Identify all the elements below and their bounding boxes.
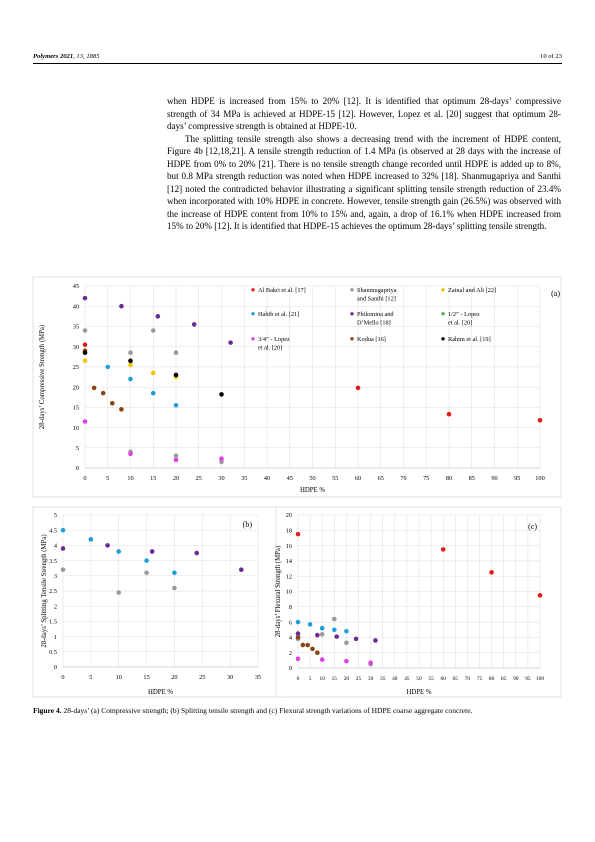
legend-marker [350, 288, 353, 291]
x-tick-label: 95 [525, 676, 531, 682]
paragraph-1: when HDPE is increased from 15% to 20% [12]. It is identified that optimum 28-days’ compressive strength of 34 MPa is achieved at HDPE-15 [12]. However, Lopez et al. [20] suggest that optimum 28-days’ compressive strength is obtained at HDPE-10. [167, 96, 561, 132]
data-point [310, 647, 315, 652]
page-number: 10 of 23 [540, 53, 562, 60]
data-point [150, 549, 155, 554]
data-point [83, 359, 88, 364]
data-point [172, 586, 177, 591]
legend-entry: Shanmugapriya and Santhi [12] [357, 287, 397, 303]
legend-marker [441, 337, 444, 340]
x-tick-label: 55 [428, 676, 434, 682]
y-tick-label: 4 [288, 634, 292, 642]
x-tick-label: 70 [400, 475, 407, 482]
x-tick-label: 10 [115, 674, 122, 681]
data-point [538, 593, 543, 598]
data-point [447, 412, 452, 417]
legend-marker [350, 337, 353, 340]
x-axis-label: HDPE % [406, 689, 432, 696]
legend-entry: Philomina and D’Mello [18] [357, 311, 394, 327]
x-tick-label: 35 [380, 676, 386, 682]
data-point [128, 452, 133, 457]
data-point [83, 342, 88, 347]
data-point [296, 657, 301, 662]
x-tick-label: 50 [416, 676, 422, 682]
y-tick-label: 2 [53, 603, 57, 611]
data-point [83, 296, 88, 301]
y-tick-label: 4.5 [49, 527, 57, 535]
x-tick-label: 50 [309, 475, 316, 482]
x-tick-label: 80 [488, 676, 495, 682]
x-tick-label: 15 [150, 475, 157, 482]
legend-entry: Al Bakri et al. [17] [258, 287, 306, 294]
data-point [373, 638, 378, 643]
data-point [305, 643, 310, 648]
x-tick-label: 30 [218, 475, 225, 482]
y-tick-label: 10 [285, 588, 292, 596]
data-point [128, 359, 133, 364]
data-point [174, 350, 179, 355]
data-point [368, 660, 373, 665]
x-tick-label: 25 [355, 676, 362, 682]
data-point [116, 590, 121, 595]
y-tick-label: 40 [72, 303, 79, 311]
y-tick-label: 0 [288, 665, 292, 673]
x-tick-label: 100 [535, 475, 545, 482]
data-point [354, 637, 359, 642]
x-tick-label: 30 [367, 676, 374, 682]
data-point [332, 617, 337, 622]
chart-panel-a [33, 277, 561, 497]
data-point [308, 622, 313, 627]
y-tick-label: 16 [285, 542, 292, 550]
y-tick-label: 35 [72, 323, 79, 331]
x-tick-label: 55 [332, 475, 339, 482]
data-point [344, 629, 349, 634]
panel-label: (b) [242, 520, 252, 529]
panel-label: (c) [528, 522, 537, 531]
chart-panel-c [275, 507, 561, 697]
data-point [61, 567, 66, 572]
data-point [172, 570, 177, 575]
figure-label: Figure 4. [33, 706, 62, 715]
x-tick-label: 90 [513, 676, 519, 682]
y-tick-label: 14 [285, 558, 292, 566]
data-point [441, 547, 446, 552]
y-tick-label: 20 [72, 384, 79, 392]
x-tick-label: 60 [440, 676, 446, 682]
y-tick-label: 10 [72, 424, 79, 432]
data-point [344, 659, 349, 664]
x-tick-label: 20 [343, 676, 350, 682]
y-tick-label: 5 [53, 512, 57, 520]
y-tick-label: 12 [285, 573, 292, 581]
data-point [89, 537, 94, 542]
data-point [239, 567, 244, 572]
x-tick-label: 45 [286, 475, 293, 482]
data-point [219, 456, 224, 461]
data-point [144, 570, 149, 575]
legend-entry: 3/4” - Lopez et al. [20] [258, 336, 290, 352]
chart-frame [276, 507, 561, 697]
data-point [174, 454, 179, 459]
x-tick-label: 5 [106, 475, 110, 482]
data-point [194, 551, 199, 556]
chart-frame [33, 507, 291, 697]
y-tick-label: 30 [72, 343, 79, 351]
y-axis-label: 28-days’ Splitting Tensile Strength (MPa) [41, 534, 48, 648]
data-point [219, 392, 224, 397]
x-tick-label: 40 [392, 676, 398, 682]
data-point [101, 391, 106, 396]
x-tick-label: 0 [296, 676, 300, 682]
x-tick-label: 20 [171, 674, 178, 681]
x-tick-label: 65 [452, 676, 458, 682]
data-point [296, 532, 301, 537]
y-tick-label: 8 [288, 604, 292, 611]
legend-entry: Zainal and Ali [22] [448, 287, 497, 294]
data-point [320, 632, 325, 637]
data-point [332, 627, 337, 632]
chart-panel-b [33, 507, 291, 697]
y-tick-label: 6 [288, 619, 292, 627]
y-tick-label: 1.5 [49, 618, 57, 626]
data-point [151, 391, 156, 396]
y-tick-label: 2 [288, 649, 292, 657]
x-tick-label: 60 [354, 475, 362, 482]
x-tick-label: 0 [83, 475, 87, 482]
data-point [128, 377, 133, 382]
x-tick-label: 5 [89, 674, 93, 681]
x-tick-label: 20 [172, 475, 180, 482]
x-tick-label: 0 [61, 674, 65, 681]
y-tick-label: 3 [53, 573, 57, 580]
x-tick-label: 70 [464, 676, 471, 682]
data-point [192, 322, 197, 327]
x-tick-label: 85 [468, 475, 475, 482]
legend-entry: Habib et al. [21] [258, 311, 300, 318]
data-point [119, 407, 124, 412]
data-point [489, 570, 494, 575]
figure-caption-text: 28-days’ (a) Compressive strength; (b) Splitting tensile strength and (c) Flexural strength variations of HDPE coarse aggregate concrete. [61, 706, 473, 715]
x-tick-label: 35 [241, 475, 248, 482]
legend-entry: 1/2” - Lopez et al. [20] [448, 311, 480, 327]
data-point [334, 634, 339, 639]
data-point [83, 419, 88, 424]
data-point [92, 386, 97, 391]
x-tick-label: 25 [199, 674, 206, 681]
data-point [538, 418, 543, 423]
y-tick-label: 15 [72, 404, 79, 412]
data-point [128, 363, 133, 368]
y-tick-label: 1 [53, 633, 57, 641]
data-point [228, 340, 233, 345]
data-point [83, 350, 88, 355]
data-point [61, 546, 66, 551]
journal-name: Polymers [33, 53, 59, 60]
data-point [151, 328, 156, 333]
data-point [174, 458, 179, 463]
data-point [296, 620, 301, 625]
legend-marker [441, 288, 444, 291]
x-axis-label: HDPE % [299, 487, 326, 494]
legend-marker [251, 337, 254, 340]
data-point [119, 304, 124, 309]
y-tick-label: 0 [53, 664, 57, 672]
panel-label: (a) [551, 289, 560, 298]
y-tick-label: 18 [285, 527, 292, 535]
x-tick-label: 45 [404, 676, 410, 682]
data-point [301, 643, 306, 648]
x-tick-label: 85 [501, 676, 507, 682]
y-tick-label: 2.5 [49, 588, 57, 596]
x-tick-label: 5 [308, 676, 312, 682]
data-point [344, 640, 349, 645]
data-point [296, 635, 301, 640]
data-point [315, 650, 320, 655]
data-point [110, 401, 115, 406]
y-tick-label: 3.5 [49, 557, 57, 565]
x-tick-label: 90 [491, 475, 498, 482]
data-point [144, 558, 149, 563]
data-point [128, 350, 133, 355]
y-tick-label: 4 [53, 542, 57, 550]
data-point [174, 373, 179, 378]
y-tick-label: 0.5 [49, 649, 57, 656]
y-tick-label: 0 [75, 465, 79, 473]
data-point [61, 528, 66, 533]
legend-marker [350, 312, 353, 315]
data-point [105, 365, 110, 370]
figure-caption [33, 705, 561, 716]
y-tick-label: 45 [72, 283, 79, 291]
x-tick-label: 65 [377, 475, 384, 482]
data-point [151, 371, 156, 376]
x-tick-label: 30 [226, 674, 234, 681]
x-tick-label: 75 [423, 475, 430, 482]
data-point [320, 626, 325, 631]
x-tick-label: 15 [331, 676, 337, 682]
x-tick-label: 10 [127, 475, 134, 482]
x-tick-label: 75 [476, 676, 483, 682]
x-axis-label: HDPE % [147, 689, 174, 696]
data-point [116, 549, 121, 554]
x-tick-label: 95 [514, 475, 521, 482]
x-tick-label: 100 [535, 676, 545, 682]
data-point [174, 403, 179, 408]
y-axis-label: 28-days’ Flexural Strength (MPa) [275, 545, 282, 638]
x-tick-label: 15 [143, 674, 150, 681]
journal-volume: , 13, 1885 [73, 53, 100, 60]
x-tick-label: 35 [254, 674, 262, 681]
x-tick-label: 10 [319, 676, 325, 682]
x-tick-label: 40 [263, 475, 271, 482]
y-axis-label: 28-days’ Compressive Strength (MPa) [39, 324, 46, 430]
legend-marker [251, 288, 254, 291]
data-point [315, 633, 320, 638]
paragraph-2: The splitting tensile strength also shows a decreasing trend with the increment of HDPE content, Figure 4b [12,18,21]. A tensile strength reduction of 1.4 MPa (is observed at 28 days with the increase of HDPE from 0% to 20% [21]. There is no tensile strength change recorded until HDPE is added up to 8%, but 0.8 MPa strength reduction was noted when HDPE increased to 32% [18]. Shanmugapriya and Santhi [12] noted the contradicted behavior illustrating a significant splitting tensile strength reduction of 23.4% when incorporated with 10% HDPE in concrete. However, tensile strength gain (26.5%) was observed with the increase of HDPE content from 10% to 15% and, again, a drop of 16.1% when HDPE increased from 15% to 20% [12]. It is identified that HDPE-15 achieves the optimum 28-days’ splitting tensile strength. [167, 133, 561, 232]
legend-marker [441, 312, 444, 315]
x-tick-label: 25 [195, 475, 202, 482]
data-point [356, 386, 361, 391]
data-point [156, 314, 161, 319]
y-tick-label: 20 [285, 512, 292, 520]
y-tick-label: 25 [72, 364, 79, 372]
legend-entry: Rahim et al. [19] [448, 336, 491, 343]
data-point [105, 543, 110, 548]
legend-entry: Kodua [16] [357, 336, 386, 343]
data-point [83, 328, 88, 333]
y-tick-label: 5 [75, 444, 79, 452]
data-point [320, 657, 325, 662]
journal-year: 2021 [59, 53, 74, 60]
x-tick-label: 80 [445, 475, 453, 482]
legend-marker [251, 312, 254, 315]
